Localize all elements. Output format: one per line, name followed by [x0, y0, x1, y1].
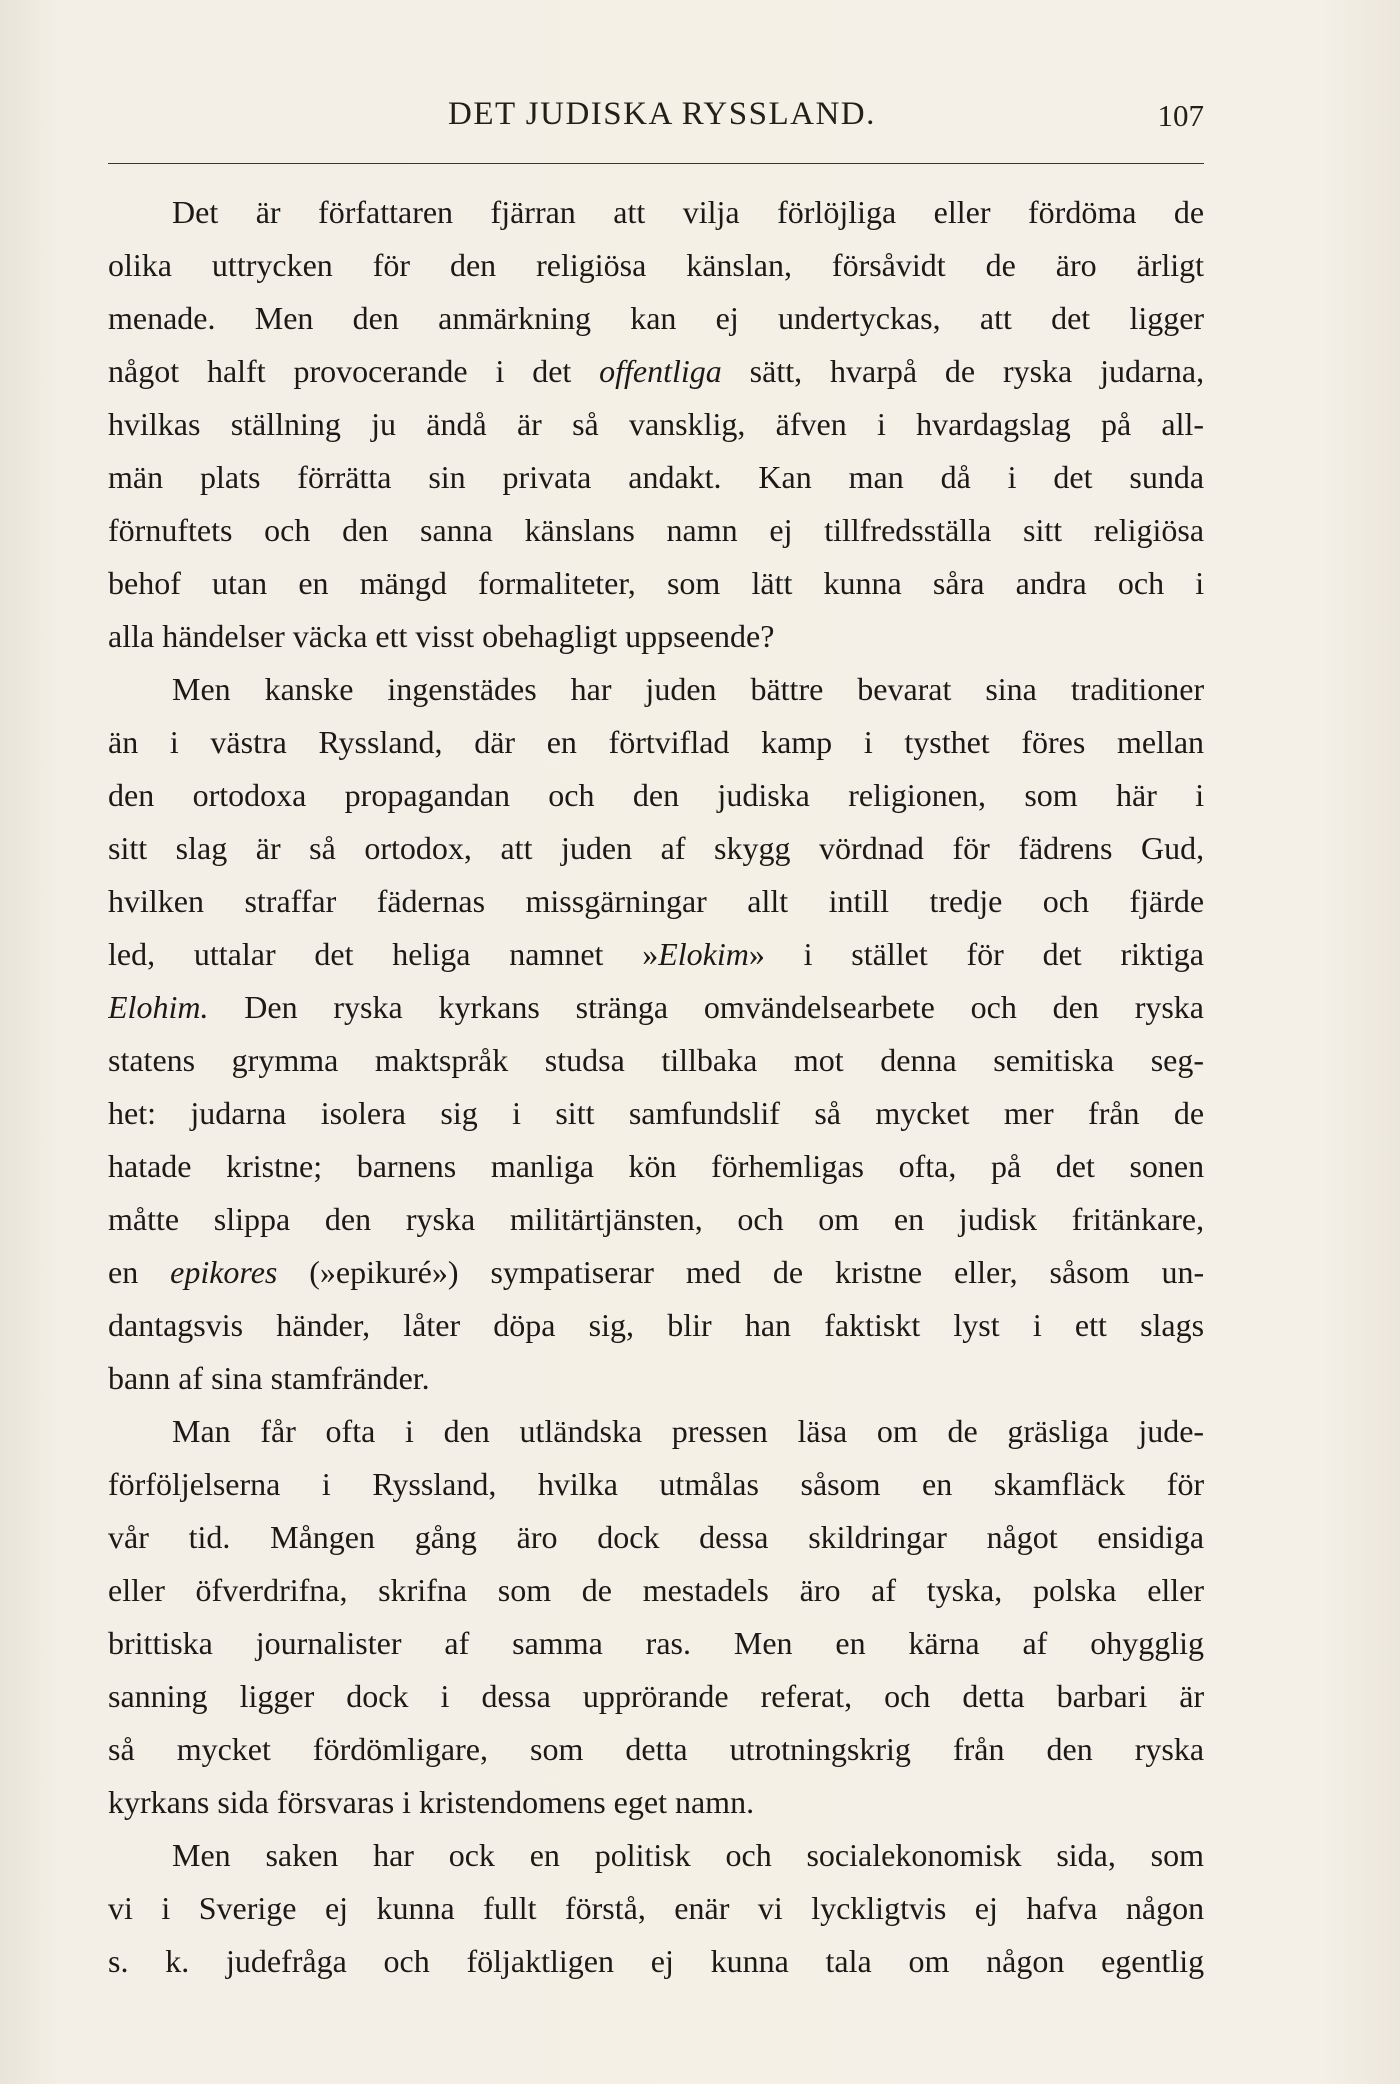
text-line: måtte slippa den ryska militärtjänsten, och om en judisk fritänkare,: [108, 1201, 1204, 1237]
text-line: män plats förrätta sin privata andakt. Kan man då i det sunda: [108, 459, 1204, 495]
text-line: Det är författaren fjärran att vilja förlöjliga eller fördöma de: [172, 194, 1204, 230]
text-line: het: judarna isolera sig i sitt samfundslif så mycket mer från de: [108, 1095, 1204, 1131]
text-line: än i västra Ryssland, där en förtviflad kamp i tysthet föres mellan: [108, 724, 1204, 760]
text-line: hvilkas ställning ju ändå är så vansklig, äfven i hvardagslag på all-: [108, 406, 1204, 442]
text-line: en epikores (»epikuré») sympatiserar med de kristne eller, såsom un-: [108, 1254, 1204, 1290]
page-number: 107: [1157, 98, 1204, 133]
text-line: Men kanske ingenstädes har juden bättre bevarat sina traditioner: [172, 671, 1204, 707]
text-line: brittiska journalister af samma ras. Men en kärna af ohygglig: [108, 1625, 1204, 1661]
text-line: menade. Men den anmärkning kan ej undertyckas, att det ligger: [108, 300, 1204, 336]
text-line: behof utan en mängd formaliteter, som lätt kunna såra andra och i: [108, 565, 1204, 601]
text-line: Men saken har ock en politisk och socialekonomisk sida, som: [172, 1837, 1204, 1873]
text-line: kyrkans sida försvaras i kristendomens eget namn.: [108, 1784, 755, 1820]
text-line: Man får ofta i den utländska pressen läsa om de gräsliga jude-: [172, 1413, 1204, 1449]
text-line: statens grymma maktspråk studsa tillbaka mot denna semitiska seg-: [108, 1042, 1204, 1078]
text-line: vår tid. Mången gång äro dock dessa skildringar något ensidiga: [108, 1519, 1204, 1555]
text-line: så mycket fördömligare, som detta utrotningskrig från den ryska: [108, 1731, 1204, 1767]
text-line: den ortodoxa propagandan och den judiska religionen, som här i: [108, 777, 1204, 813]
text-line: s. k. judefråga och följaktligen ej kunna tala om någon egentlig: [108, 1943, 1204, 1979]
text-line: dantagsvis händer, låter döpa sig, blir han faktiskt lyst i ett slags: [108, 1307, 1204, 1343]
running-title: DET JUDISKA RYSSLAND.: [448, 96, 876, 132]
text-line: hatade kristne; barnens manliga kön förhemligas ofta, på det sonen: [108, 1148, 1204, 1184]
body-text: [108, 186, 1204, 1988]
page-header: [108, 96, 1204, 146]
text-line: Elohim. Den ryska kyrkans stränga omvändelsearbete och den ryska: [108, 989, 1204, 1025]
text-line: förföljelserna i Ryssland, hvilka utmålas såsom en skamfläck för: [108, 1466, 1204, 1502]
text-line: förnuftets och den sanna känslans namn ej tillfredsställa sitt religiösa: [108, 512, 1204, 548]
text-line: vi i Sverige ej kunna fullt förstå, enär vi lyckligtvis ej hafva någon: [108, 1890, 1204, 1926]
text-line: sitt slag är så ortodox, att juden af skygg vördnad för fädrens Gud,: [108, 830, 1204, 866]
text-line: bann af sina stamfränder.: [108, 1360, 430, 1396]
text-line: något halft provocerande i det offentliga sätt, hvarpå de ryska judarna,: [108, 353, 1204, 389]
text-line: led, uttalar det heliga namnet »Elokim» i stället för det riktiga: [108, 936, 1204, 972]
text-line: hvilken straffar fädernas missgärningar allt intill tredje och fjärde: [108, 883, 1204, 919]
header-rule: [108, 163, 1204, 164]
text-line: alla händelser väcka ett visst obehagligt uppseende?: [108, 618, 775, 654]
text-line: eller öfverdrifna, skrifna som de mestadels äro af tyska, polska eller: [108, 1572, 1204, 1608]
text-line: sanning ligger dock i dessa upprörande referat, och detta barbari är: [108, 1678, 1204, 1714]
text-line: olika uttrycken för den religiösa känslan, försåvidt de äro ärligt: [108, 247, 1204, 283]
